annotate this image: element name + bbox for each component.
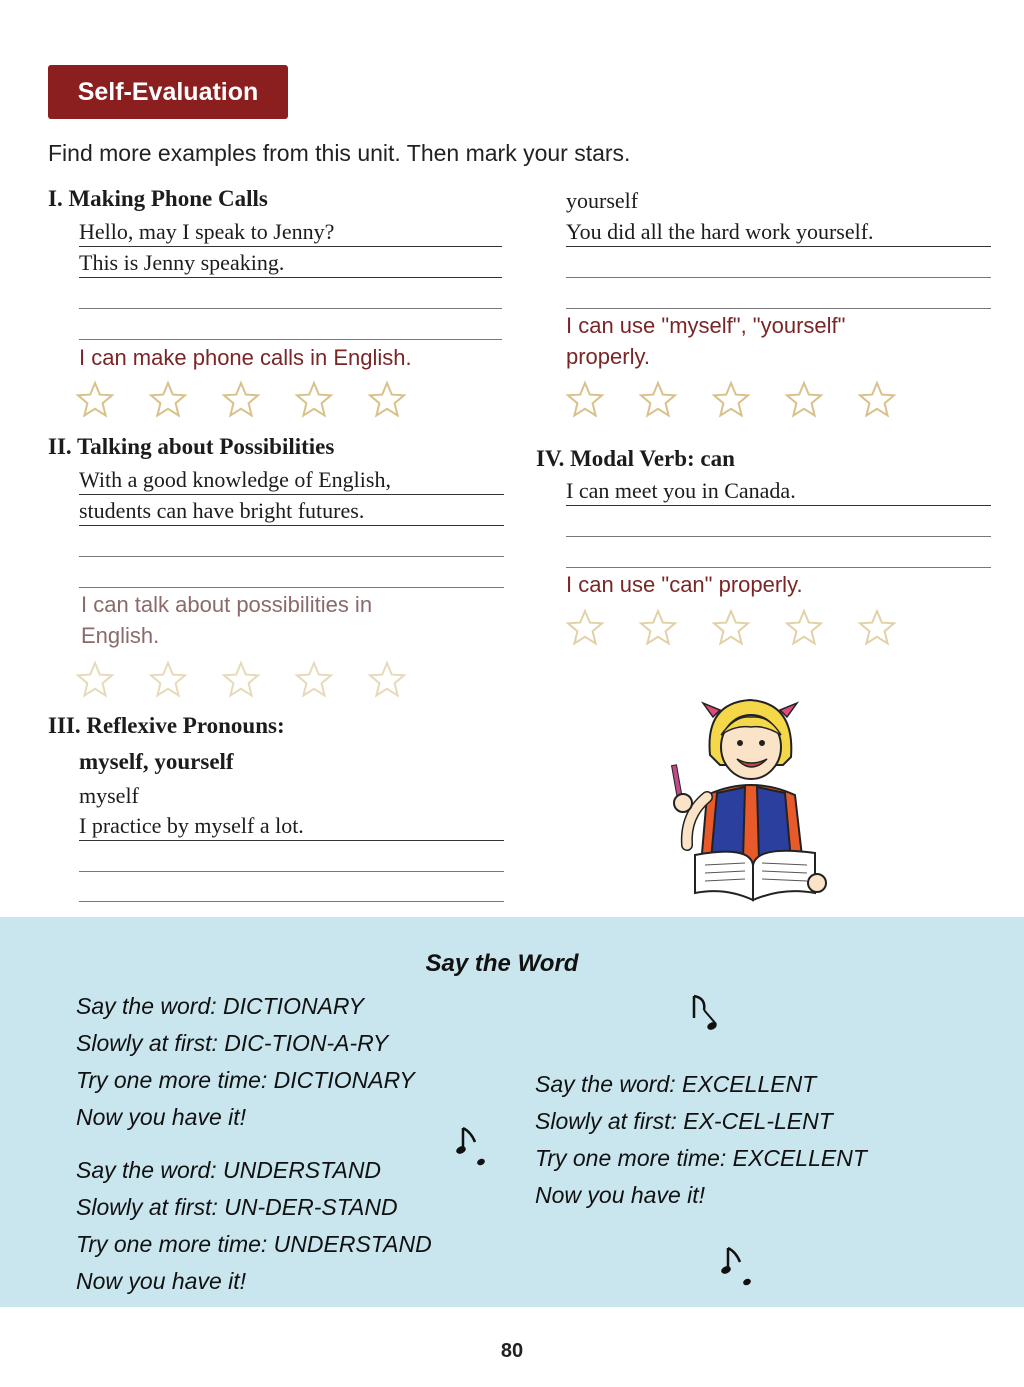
answer-line[interactable] — [79, 871, 504, 872]
answer-line[interactable] — [79, 339, 502, 340]
star-outline-icon[interactable] — [565, 380, 605, 420]
section-3-word-1: myself — [79, 783, 139, 808]
answer-line[interactable] — [79, 556, 504, 557]
star-outline-icon[interactable] — [857, 608, 897, 648]
answer-line[interactable] — [79, 901, 504, 902]
star-outline-icon[interactable] — [148, 380, 188, 420]
star-outline-icon[interactable] — [638, 380, 678, 420]
chant-line: Slowly at first: UN-DER-STAND — [76, 1194, 398, 1220]
star-outline-icon[interactable] — [857, 380, 897, 420]
section-4-example: I can meet you in Canada. — [566, 478, 796, 503]
answer-line — [566, 505, 991, 506]
instruction-text: Find more examples from this unit. Then mark your stars. — [48, 140, 631, 166]
chant-line: Slowly at first: DIC-TION-A-RY — [76, 1030, 389, 1056]
answer-line[interactable] — [79, 587, 504, 588]
answer-line[interactable] — [566, 277, 991, 278]
section-4-can-do: I can use "can" properly. — [566, 572, 803, 597]
section-3-can-do: I can use "myself", "yourself" properly. — [566, 313, 846, 369]
answer-line — [566, 246, 991, 247]
chant-line: Now you have it! — [76, 1104, 247, 1130]
star-outline-icon[interactable] — [221, 660, 261, 700]
answer-line — [79, 840, 504, 841]
chant-line: Now you have it! — [76, 1268, 247, 1294]
section-1-example-2: This is Jenny speaking. — [79, 250, 285, 275]
star-outline-icon[interactable] — [711, 380, 751, 420]
section-2-example-1: With a good knowledge of English, — [79, 467, 391, 492]
star-outline-icon[interactable] — [565, 608, 605, 648]
section-1-heading: I. Making Phone Calls — [48, 186, 268, 211]
answer-line[interactable] — [566, 308, 991, 309]
page-number: 80 — [500, 1340, 524, 1362]
answer-line[interactable] — [566, 536, 991, 537]
answer-line[interactable] — [79, 308, 502, 309]
section-3-example-2: You did all the hard work yourself. — [566, 219, 874, 244]
chant-line: Say the word: EXCELLENT — [535, 1071, 817, 1097]
music-note-icon — [688, 992, 722, 1034]
chant-line: Now you have it! — [535, 1182, 706, 1208]
chant-line: Try one more time: EXCELLENT — [535, 1145, 867, 1171]
star-outline-icon[interactable] — [75, 660, 115, 700]
section-3-example-1: I practice by myself a lot. — [79, 813, 304, 838]
star-outline-icon[interactable] — [294, 660, 334, 700]
section-2-can-do: I can talk about possibilities in English. — [81, 592, 373, 648]
star-outline-icon[interactable] — [148, 660, 188, 700]
answer-line[interactable] — [566, 567, 991, 568]
section-1-can-do: I can make phone calls in English. — [79, 345, 412, 370]
chant-line: Try one more time: UNDERSTAND — [76, 1231, 432, 1257]
star-outline-icon[interactable] — [367, 380, 407, 420]
chant-line: Say the word: DICTIONARY — [76, 993, 365, 1019]
chant-line: Say the word: UNDERSTAND — [76, 1157, 382, 1183]
answer-line — [79, 494, 504, 495]
star-outline-icon[interactable] — [75, 380, 115, 420]
star-outline-icon[interactable] — [294, 380, 334, 420]
answer-line — [79, 277, 502, 278]
section-3-word-2: yourself — [566, 188, 639, 213]
star-outline-icon[interactable] — [711, 608, 751, 648]
section-2-heading: II. Talking about Possibilities — [48, 434, 335, 459]
star-outline-icon[interactable] — [367, 660, 407, 700]
say-the-word-title: Say the Word — [425, 950, 579, 977]
self-evaluation-title: Self-Evaluation — [48, 65, 288, 119]
star-outline-icon[interactable] — [784, 608, 824, 648]
chant-line: Slowly at first: EX-CEL-LENT — [535, 1108, 833, 1134]
section-3-subheading: myself, yourself — [79, 749, 234, 774]
section-2-example-2: students can have bright futures. — [79, 498, 365, 523]
answer-line — [79, 246, 502, 247]
girl-reading-illustration — [665, 695, 840, 905]
star-outline-icon[interactable] — [784, 380, 824, 420]
answer-line — [79, 525, 504, 526]
section-3-heading: III. Reflexive Pronouns: — [48, 713, 285, 738]
music-note-icon — [455, 1124, 489, 1170]
star-outline-icon[interactable] — [221, 380, 261, 420]
star-outline-icon[interactable] — [638, 608, 678, 648]
section-4-heading: IV. Modal Verb: can — [536, 446, 735, 471]
music-note-icon — [720, 1244, 754, 1290]
chant-line: Try one more time: DICTIONARY — [76, 1067, 415, 1093]
section-1-example-1: Hello, may I speak to Jenny? — [79, 219, 335, 244]
